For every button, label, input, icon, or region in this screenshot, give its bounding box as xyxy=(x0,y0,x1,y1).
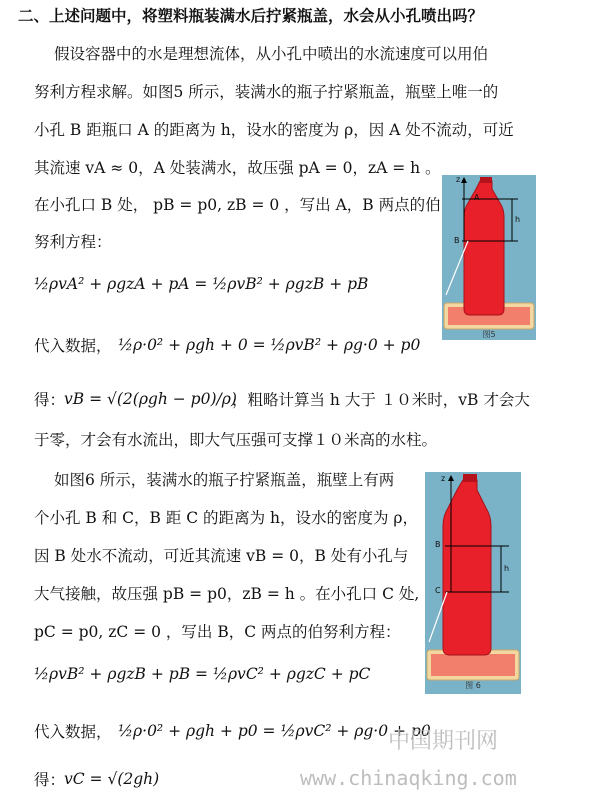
fig5-label-a: A xyxy=(474,193,480,202)
p2-line-4: 大气接触，故压强 pB = p0，zB = h 。在小孔口 C 处, xyxy=(34,585,420,603)
fig5-label-h: h xyxy=(515,215,521,224)
p2-line-2: 个小孔 B 和 C，B 距 C 的距离为 h，设水的密度为 ρ， xyxy=(34,509,419,527)
fig6-label-c: C xyxy=(435,586,441,595)
result-label-1: 得： xyxy=(34,391,66,409)
substituted-eq-bc: ½ρ·0² + ρgh + p0 = ½ρvC² + ρg·0 + p0 xyxy=(118,722,431,740)
substitute-label-2: 代入数据， xyxy=(34,723,112,741)
result-tail-1: ，粗略计算当 h 大于 １０米时，vB 才会大 xyxy=(232,391,530,409)
p1-line-3: 小孔 B 距瓶口 A 的距离为 h，设水的密度为 ρ，因 A 处不流动，可近 xyxy=(34,121,514,139)
bernoulli-eq-ab: ½ρvA² + ρgzA + pA = ½ρvB² + ρgzB + pB xyxy=(34,275,369,293)
bernoulli-eq-bc: ½ρvB² + ρgzB + pB = ½ρvC² + ρgzC + pC xyxy=(34,665,371,683)
result-label-2: 得： xyxy=(34,771,66,789)
watermark-url: www.chinaqking.com xyxy=(300,766,517,790)
section-heading: 二、上述问题中，将塑料瓶装满水后拧紧瓶盖，水会从小孔喷出吗？ xyxy=(18,7,484,25)
result-eq-vb: vB = √(2(ρgh − p0)/ρ) xyxy=(64,390,237,408)
figure-6 xyxy=(425,472,521,694)
result-eq-vc: vC = √(2gh) xyxy=(64,770,160,788)
fig5-label-z: z xyxy=(456,175,461,184)
figure-5 xyxy=(442,175,536,340)
fig5-label-b: B xyxy=(454,236,460,245)
bottle-diagram-5 xyxy=(442,175,536,340)
substitute-label-1: 代入数据， xyxy=(34,337,112,355)
p1-line-4: 其流速 vA ≈ 0，A 处装满水，故压强 pA = 0，zA = h 。 xyxy=(34,159,441,177)
p1-line-5: 在小孔口 B 处， pB = p0, zB = 0 ，写出 A，B 两点的伯 xyxy=(34,196,441,214)
p1-line-1: 假设容器中的水是理想流体，从小孔中喷出的水流速度可以用伯 xyxy=(54,45,489,63)
result-line-2: 于零，才会有水流出，即大气压强可支撑１０米高的水柱。 xyxy=(34,431,438,449)
p2-line-1: 如图6 所示，装满水的瓶子拧紧瓶盖，瓶壁上有两 xyxy=(54,471,395,489)
p1-line-2: 努利方程求解。如图5 所示，装满水的瓶子拧紧瓶盖，瓶壁上唯一的 xyxy=(34,83,499,101)
fig6-caption: 图 6 xyxy=(465,681,481,690)
bottle-diagram-6 xyxy=(425,472,521,694)
p2-line-5: pC = p0, zC = 0 ，写出 B，C 两点的伯努利方程： xyxy=(34,623,401,641)
p2-line-3: 因 B 处水不流动，可近其流速 vB = 0，B 处有小孔与 xyxy=(34,547,409,565)
substituted-eq-ab: ½ρ·0² + ρgh + 0 = ½ρvB² + ρg·0 + p0 xyxy=(118,336,421,354)
watermark-cn: 中国期刊网 xyxy=(388,729,499,754)
fig5-caption: 图5 xyxy=(482,330,496,339)
p1-line-6: 努利方程： xyxy=(34,233,112,251)
fig6-label-b: B xyxy=(435,540,441,549)
fig6-label-h: h xyxy=(504,564,510,573)
fig6-label-z: z xyxy=(441,474,446,483)
